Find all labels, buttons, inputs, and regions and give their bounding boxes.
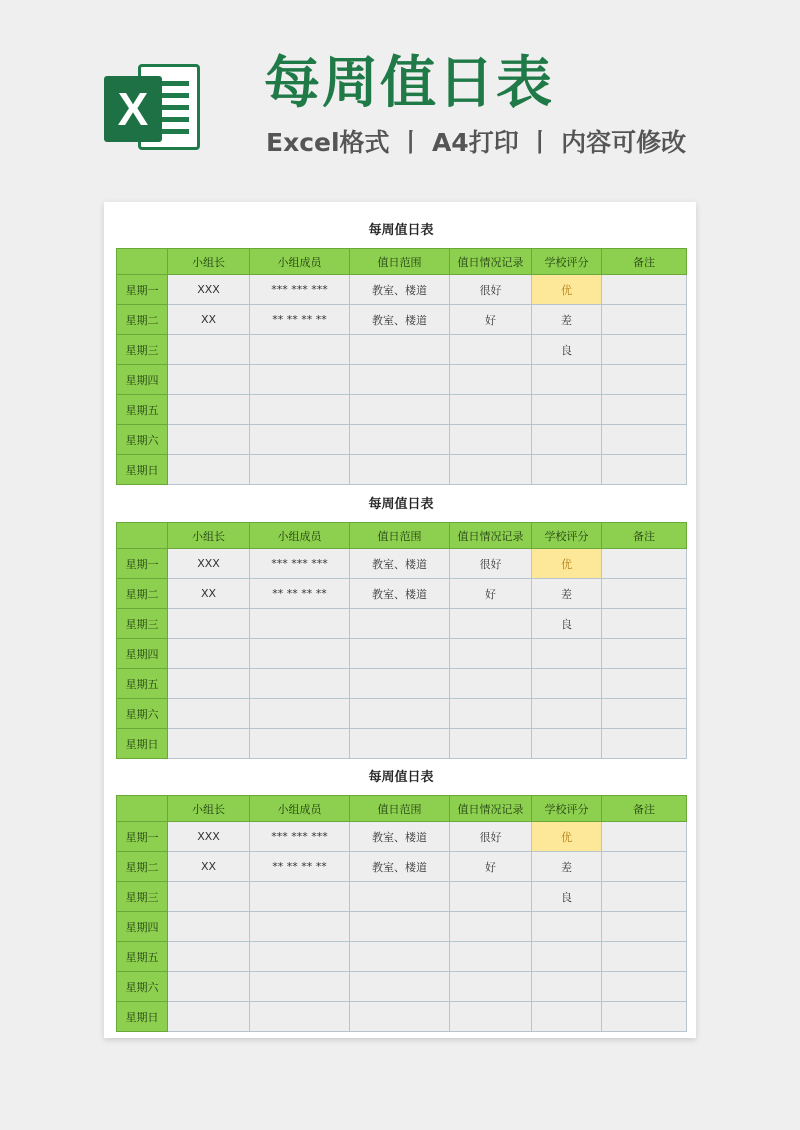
table-cell[interactable] <box>168 972 250 1002</box>
duty-sheet <box>116 210 686 485</box>
day-label: 星期四 <box>117 912 168 942</box>
table-cell[interactable]: 好 <box>450 579 532 609</box>
table-cell[interactable] <box>602 365 687 395</box>
day-label: 星期一 <box>117 549 168 579</box>
day-label: 星期三 <box>117 882 168 912</box>
column-header <box>117 796 168 822</box>
day-label: 星期五 <box>117 395 168 425</box>
day-label: 星期四 <box>117 365 168 395</box>
table-cell[interactable] <box>250 669 350 699</box>
table-cell[interactable]: 教室、楼道 <box>350 549 450 579</box>
column-header: 小组长 <box>168 249 250 275</box>
table-cell[interactable] <box>532 425 602 455</box>
table-cell[interactable] <box>168 699 250 729</box>
column-header: 备注 <box>602 523 687 549</box>
day-label: 星期六 <box>117 972 168 1002</box>
table-row <box>117 395 687 425</box>
table-cell[interactable] <box>350 912 450 942</box>
table-cell[interactable] <box>450 335 532 365</box>
duty-sheet <box>116 757 686 1032</box>
duty-table <box>116 522 687 759</box>
table-cell[interactable]: XXX <box>168 549 250 579</box>
table-cell[interactable] <box>450 609 532 639</box>
duty-table <box>116 795 687 1032</box>
day-label: 星期日 <box>117 1002 168 1032</box>
table-cell[interactable]: XX <box>168 305 250 335</box>
table-cell[interactable] <box>450 882 532 912</box>
table-cell[interactable] <box>168 1002 250 1032</box>
column-header: 值日范围 <box>350 249 450 275</box>
table-row <box>117 639 687 669</box>
table-cell[interactable]: ** ** ** ** <box>250 305 350 335</box>
table-cell[interactable]: ** ** ** ** <box>250 852 350 882</box>
table-cell[interactable]: 差 <box>532 305 602 335</box>
day-label: 星期三 <box>117 335 168 365</box>
day-label: 星期五 <box>117 669 168 699</box>
table-cell[interactable] <box>602 275 687 305</box>
table-cell[interactable] <box>450 1002 532 1032</box>
table-cell[interactable] <box>250 395 350 425</box>
table-row <box>117 729 687 759</box>
table-cell[interactable] <box>532 455 602 485</box>
table-cell[interactable] <box>350 1002 450 1032</box>
table-row <box>117 365 687 395</box>
table-cell[interactable] <box>350 942 450 972</box>
table-cell[interactable] <box>450 425 532 455</box>
table-row <box>117 942 687 972</box>
duty-table <box>116 248 687 485</box>
table-cell[interactable] <box>602 912 687 942</box>
day-label: 星期三 <box>117 609 168 639</box>
column-header: 小组长 <box>168 523 250 549</box>
table-cell[interactable] <box>602 852 687 882</box>
column-header: 学校评分 <box>532 796 602 822</box>
table-cell[interactable] <box>350 699 450 729</box>
table-cell[interactable] <box>602 942 687 972</box>
day-label: 星期四 <box>117 639 168 669</box>
table-row <box>117 1002 687 1032</box>
table-cell[interactable] <box>602 882 687 912</box>
table-cell[interactable]: XXX <box>168 822 250 852</box>
table-cell[interactable] <box>602 822 687 852</box>
table-cell[interactable]: 差 <box>532 852 602 882</box>
day-label: 星期日 <box>117 729 168 759</box>
table-cell[interactable]: 良 <box>532 882 602 912</box>
table-cell[interactable] <box>250 699 350 729</box>
table-cell[interactable] <box>532 699 602 729</box>
day-label: 星期一 <box>117 275 168 305</box>
table-cell[interactable] <box>250 639 350 669</box>
table-cell[interactable]: 教室、楼道 <box>350 852 450 882</box>
table-cell[interactable] <box>168 729 250 759</box>
table-cell[interactable] <box>168 912 250 942</box>
table-row <box>117 579 687 609</box>
document-paper <box>104 202 696 1038</box>
day-label: 星期日 <box>117 455 168 485</box>
table-cell[interactable]: *** *** *** <box>250 549 350 579</box>
table-row <box>117 455 687 485</box>
excel-x-badge: X <box>104 76 162 142</box>
table-cell[interactable] <box>602 305 687 335</box>
table-cell[interactable] <box>250 942 350 972</box>
table-cell[interactable]: *** *** *** <box>250 275 350 305</box>
table-row <box>117 609 687 639</box>
table-cell[interactable]: XX <box>168 852 250 882</box>
table-cell[interactable] <box>602 335 687 365</box>
column-header: 值日情况记录 <box>450 249 532 275</box>
table-cell[interactable] <box>602 699 687 729</box>
table-cell[interactable] <box>350 639 450 669</box>
table-cell[interactable] <box>250 1002 350 1032</box>
table-cell[interactable] <box>168 669 250 699</box>
table-row <box>117 699 687 729</box>
table-cell[interactable]: 教室、楼道 <box>350 305 450 335</box>
table-cell[interactable] <box>450 699 532 729</box>
table-cell[interactable] <box>350 972 450 1002</box>
table-cell[interactable] <box>350 609 450 639</box>
table-cell[interactable] <box>602 549 687 579</box>
table-cell[interactable] <box>168 455 250 485</box>
header-row <box>117 796 687 822</box>
column-header <box>117 523 168 549</box>
table-cell[interactable] <box>250 729 350 759</box>
table-cell[interactable]: XX <box>168 579 250 609</box>
page-title: 每周值日表 <box>264 51 554 116</box>
column-header: 小组成员 <box>250 796 350 822</box>
column-header: 小组成员 <box>250 523 350 549</box>
table-row <box>117 305 687 335</box>
table-cell[interactable] <box>168 609 250 639</box>
table-cell[interactable] <box>168 425 250 455</box>
table-cell[interactable] <box>250 365 350 395</box>
header-row <box>117 523 687 549</box>
day-label: 星期二 <box>117 305 168 335</box>
table-cell[interactable]: 教室、楼道 <box>350 579 450 609</box>
table-cell[interactable]: 优 <box>532 275 602 305</box>
table-cell[interactable] <box>168 639 250 669</box>
table-cell[interactable]: XXX <box>168 275 250 305</box>
table-cell[interactable]: 好 <box>450 305 532 335</box>
table-cell[interactable] <box>602 729 687 759</box>
table-cell[interactable] <box>250 972 350 1002</box>
table-cell[interactable]: 优 <box>532 822 602 852</box>
table-cell[interactable] <box>168 335 250 365</box>
table-cell[interactable] <box>532 972 602 1002</box>
header-row <box>117 249 687 275</box>
table-cell[interactable]: *** *** *** <box>250 822 350 852</box>
column-header: 值日情况记录 <box>450 523 532 549</box>
table-cell[interactable] <box>532 729 602 759</box>
sheet-title: 每周值日表 <box>368 223 434 238</box>
table-cell[interactable] <box>250 335 350 365</box>
table-cell[interactable] <box>350 425 450 455</box>
column-header: 值日范围 <box>350 796 450 822</box>
table-cell[interactable] <box>532 942 602 972</box>
column-header: 学校评分 <box>532 249 602 275</box>
table-cell[interactable] <box>602 609 687 639</box>
table-cell[interactable] <box>450 455 532 485</box>
table-cell[interactable] <box>602 1002 687 1032</box>
day-label: 星期六 <box>117 425 168 455</box>
table-cell[interactable] <box>350 365 450 395</box>
table-cell[interactable] <box>450 639 532 669</box>
column-header: 备注 <box>602 249 687 275</box>
column-header: 小组成员 <box>250 249 350 275</box>
table-cell[interactable] <box>602 669 687 699</box>
table-cell[interactable] <box>532 669 602 699</box>
table-cell[interactable]: 很好 <box>450 822 532 852</box>
table-row <box>117 275 687 305</box>
table-cell[interactable] <box>532 365 602 395</box>
column-header: 小组长 <box>168 796 250 822</box>
excel-logo <box>104 58 204 158</box>
table-cell[interactable] <box>450 942 532 972</box>
column-header: 值日情况记录 <box>450 796 532 822</box>
table-cell[interactable] <box>602 425 687 455</box>
table-cell[interactable] <box>450 365 532 395</box>
table-cell[interactable]: 教室、楼道 <box>350 822 450 852</box>
sheet-title: 每周值日表 <box>368 770 434 785</box>
table-row <box>117 852 687 882</box>
table-cell[interactable] <box>168 365 250 395</box>
table-cell[interactable]: 教室、楼道 <box>350 275 450 305</box>
day-label: 星期六 <box>117 699 168 729</box>
table-cell[interactable] <box>250 882 350 912</box>
column-header: 值日范围 <box>350 523 450 549</box>
table-cell[interactable] <box>602 639 687 669</box>
table-cell[interactable] <box>532 912 602 942</box>
table-cell[interactable]: 差 <box>532 579 602 609</box>
table-cell[interactable] <box>602 579 687 609</box>
table-row <box>117 669 687 699</box>
table-cell[interactable] <box>350 335 450 365</box>
table-row <box>117 822 687 852</box>
table-cell[interactable]: 良 <box>532 609 602 639</box>
table-cell[interactable] <box>168 882 250 912</box>
duty-sheet <box>116 484 686 759</box>
sheet-title: 每周值日表 <box>368 497 434 512</box>
table-cell[interactable] <box>250 912 350 942</box>
table-cell[interactable]: 很好 <box>450 275 532 305</box>
column-header: 学校评分 <box>532 523 602 549</box>
table-cell[interactable]: 良 <box>532 335 602 365</box>
table-row <box>117 335 687 365</box>
table-cell[interactable] <box>532 1002 602 1032</box>
table-row <box>117 549 687 579</box>
table-cell[interactable] <box>602 455 687 485</box>
table-cell[interactable] <box>602 972 687 1002</box>
table-cell[interactable] <box>532 639 602 669</box>
table-row <box>117 425 687 455</box>
table-cell[interactable]: 好 <box>450 852 532 882</box>
column-header <box>117 249 168 275</box>
table-cell[interactable]: 优 <box>532 549 602 579</box>
table-cell[interactable] <box>450 395 532 425</box>
table-cell[interactable] <box>450 912 532 942</box>
table-row <box>117 972 687 1002</box>
table-cell[interactable] <box>350 395 450 425</box>
table-cell[interactable] <box>350 729 450 759</box>
table-cell[interactable] <box>350 669 450 699</box>
day-label: 星期二 <box>117 579 168 609</box>
table-cell[interactable] <box>450 972 532 1002</box>
table-cell[interactable] <box>250 425 350 455</box>
day-label: 星期五 <box>117 942 168 972</box>
table-row <box>117 882 687 912</box>
table-cell[interactable] <box>250 455 350 485</box>
table-cell[interactable] <box>450 729 532 759</box>
table-cell[interactable]: 很好 <box>450 549 532 579</box>
table-cell[interactable] <box>168 395 250 425</box>
page-subtitle: Excel格式 丨 A4打印 丨 内容可修改 <box>266 128 687 157</box>
table-cell[interactable] <box>602 395 687 425</box>
table-cell[interactable] <box>350 882 450 912</box>
table-cell[interactable]: ** ** ** ** <box>250 579 350 609</box>
table-cell[interactable] <box>532 395 602 425</box>
day-label: 星期一 <box>117 822 168 852</box>
table-row <box>117 912 687 942</box>
table-cell[interactable] <box>450 669 532 699</box>
table-cell[interactable] <box>168 942 250 972</box>
column-header: 备注 <box>602 796 687 822</box>
day-label: 星期二 <box>117 852 168 882</box>
table-cell[interactable] <box>350 455 450 485</box>
table-cell[interactable] <box>250 609 350 639</box>
